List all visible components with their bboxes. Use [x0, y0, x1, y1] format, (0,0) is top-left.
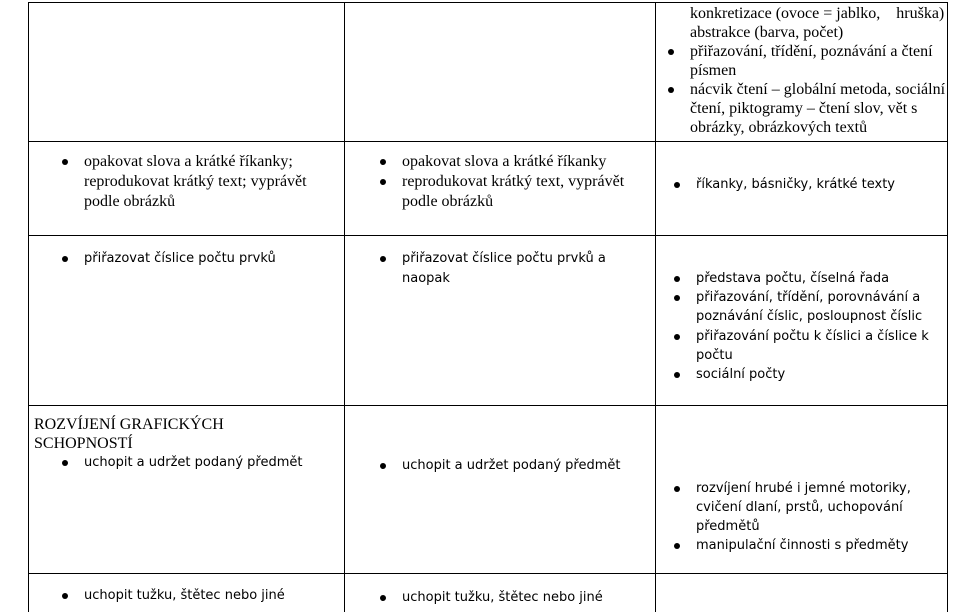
table-cell-r4-c1 — [28, 405, 344, 573]
cell-content — [696, 479, 911, 555]
text-line: představa počtu, číselná řada — [696, 271, 890, 286]
text-line: opakovat slova a krátké říkanky; — [84, 153, 293, 170]
table-cell-r2-c1 — [28, 141, 344, 235]
text-line: podle obrázků — [84, 193, 176, 210]
table-cell-r4-c3 — [655, 405, 948, 573]
list-item — [402, 456, 620, 476]
text-line: přiřazovat číslice počtu prvků a — [402, 251, 606, 266]
section-heading: SCHOPNOSTÍ — [34, 435, 133, 452]
text-line: konkretizace (ovoce = jablko, hruška) — [690, 5, 945, 22]
text-line: naopak — [402, 271, 450, 286]
list-item — [696, 288, 929, 326]
list-item — [690, 42, 945, 80]
cell-content — [402, 588, 603, 608]
table-cell-r5-c3 — [655, 573, 948, 612]
text-line: manipulační činnosti s předměty — [696, 538, 909, 553]
list-item — [84, 152, 307, 212]
text-line: rozvíjení hrubé i jemné motoriky, — [696, 481, 911, 496]
list-item — [696, 479, 911, 536]
text-line: poznávání číslic, posloupnost číslic — [696, 309, 923, 325]
cell-content — [402, 456, 620, 476]
table-cell-r1-c1 — [28, 2, 344, 141]
list-item — [690, 80, 945, 137]
cell-content — [84, 249, 276, 269]
cell-content — [696, 175, 895, 195]
text-line: reprodukovat krátký text; vyprávět — [84, 173, 307, 190]
text-line: přiřazovat číslice počtu prvků — [84, 251, 276, 266]
cell-content — [84, 586, 285, 606]
text-line: sociální počty — [696, 367, 786, 383]
text-line: cvičení dlaní, prstů, uchopování — [696, 500, 903, 515]
table-cell-r3-c1 — [28, 235, 344, 405]
list-item — [696, 327, 929, 365]
text-line: opakovat slova a krátké říkanky — [402, 153, 607, 170]
text-line: reprodukovat krátký text, vyprávět — [402, 173, 625, 190]
list-item — [402, 249, 606, 289]
table-cell-r2-c2 — [344, 141, 655, 235]
list-item — [84, 453, 302, 473]
text-line: nácvik čtení – globální metoda, sociální — [690, 81, 946, 98]
list-item — [402, 172, 624, 212]
cell-content — [84, 152, 307, 212]
table-cell-r3-c2 — [344, 235, 655, 405]
text-line: obrázky, obrázkových textů — [690, 119, 868, 136]
list-item — [84, 586, 285, 606]
list-item — [696, 175, 895, 195]
cell-content — [696, 269, 929, 384]
cell-content — [402, 249, 606, 289]
text-line: uchopit tužku, štětec nebo jiné — [84, 588, 285, 603]
text-line: abstrakce (barva, počet) — [690, 24, 844, 41]
text-line: počtu — [696, 347, 733, 363]
table-cell-r1-c2 — [344, 2, 655, 141]
text-line: uchopit a udržet podaný předmět — [84, 455, 303, 470]
list-item — [402, 152, 624, 172]
table-cell-r4-c2 — [344, 405, 655, 573]
list-item — [696, 365, 929, 384]
cell-content — [34, 415, 302, 473]
cell-content — [690, 4, 945, 137]
text-line: říkanky, básničky, krátké texty — [696, 177, 895, 192]
list-item — [84, 249, 276, 269]
text-line: přiřazování, třídění, porovnávání a — [696, 290, 921, 306]
text-line: předmětů — [696, 519, 760, 534]
text-line: podle obrázků — [402, 193, 494, 210]
table-cell-r1-c3 — [655, 2, 948, 141]
section-heading: ROZVÍJENÍ GRAFICKÝCH — [34, 416, 224, 433]
text-line: přiřazování, třídění, poznávání a čtení — [690, 43, 933, 60]
list-item — [696, 269, 929, 288]
table-cell-r5-c1 — [28, 573, 344, 612]
text-line: čtení, piktogramy – čtení slov, vět s — [690, 100, 918, 117]
table-cell-r3-c3 — [655, 235, 948, 405]
list-item — [402, 588, 603, 608]
list-item — [696, 536, 911, 555]
text-line: uchopit tužku, štětec nebo jiné — [402, 590, 603, 605]
table-cell-r2-c3 — [655, 141, 948, 235]
text-line: přiřazování počtu k číslici a číslice k — [696, 328, 929, 344]
cell-content — [402, 152, 624, 212]
text-line: písmen — [690, 62, 737, 79]
table-cell-r5-c2 — [344, 573, 655, 612]
text-line: uchopit a udržet podaný předmět — [402, 458, 621, 473]
